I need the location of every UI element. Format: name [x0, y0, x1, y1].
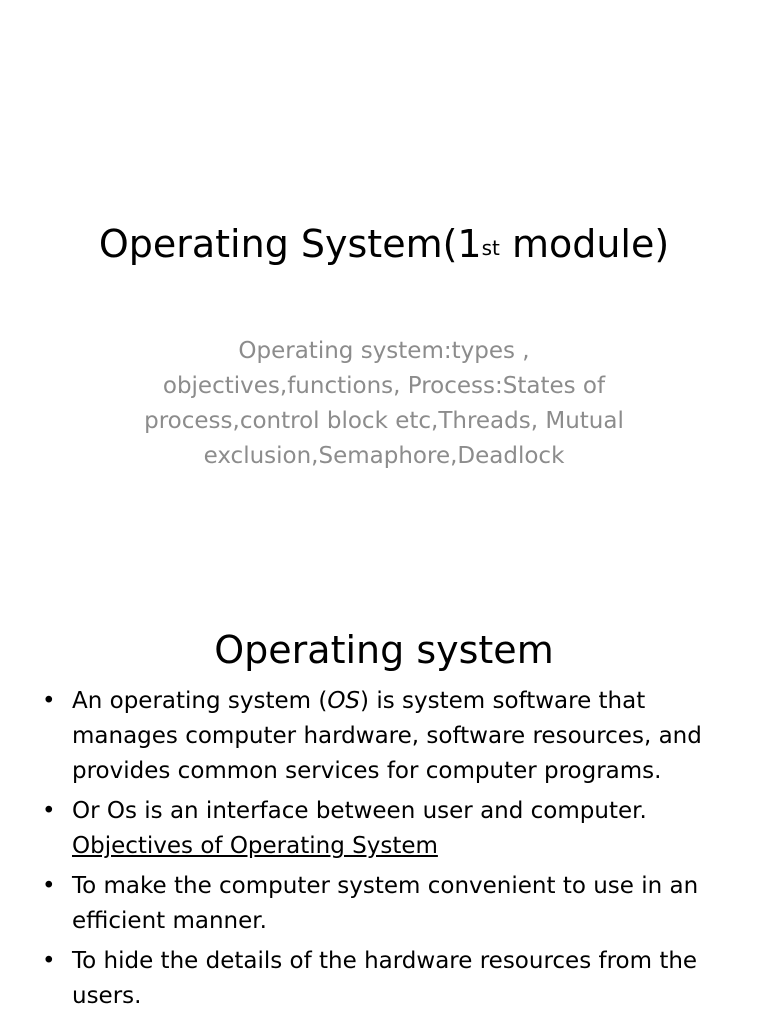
- bullet-list: [40, 684, 740, 1019]
- bullet-icon: •: [42, 798, 56, 824]
- section-title: Operating system: [214, 628, 554, 672]
- bullet-text: Or Os is an interface between user and computer.: [72, 798, 647, 824]
- bullet-icon: •: [42, 948, 56, 974]
- bullet-item: [40, 684, 740, 789]
- objectives-heading-link[interactable]: Objectives of Operating System: [72, 833, 438, 859]
- slide-title-end: module): [499, 222, 670, 266]
- bullet-item: [40, 794, 740, 829]
- bullet-item: [40, 944, 740, 1014]
- bullet-text: To hide the details of the hardware resources from the users.: [72, 948, 698, 1009]
- bullet-icon: •: [42, 688, 56, 714]
- slide-title-main: Operating System(1: [98, 222, 482, 266]
- bullet-item: [40, 869, 740, 939]
- slide-subtitle: Operating system:types , objectives,functions, Process:States of process,control block etc,Threads, Mutual exclusion,Semaphore,Deadlock: [144, 338, 624, 469]
- bullet-text-pre: An operating system (: [72, 688, 328, 714]
- bullet-icon: •: [42, 873, 56, 899]
- bullet-text-italic: OS: [327, 688, 361, 714]
- bullet-text: To make the computer system convenient to use in an efficient manner.: [72, 873, 699, 934]
- slide-title-superscript: st: [481, 236, 500, 260]
- bullet-text-post: ) is system software that manages computer hardware, software resources, and provides common services for computer programs.: [72, 688, 702, 784]
- slide-title: [0, 220, 768, 268]
